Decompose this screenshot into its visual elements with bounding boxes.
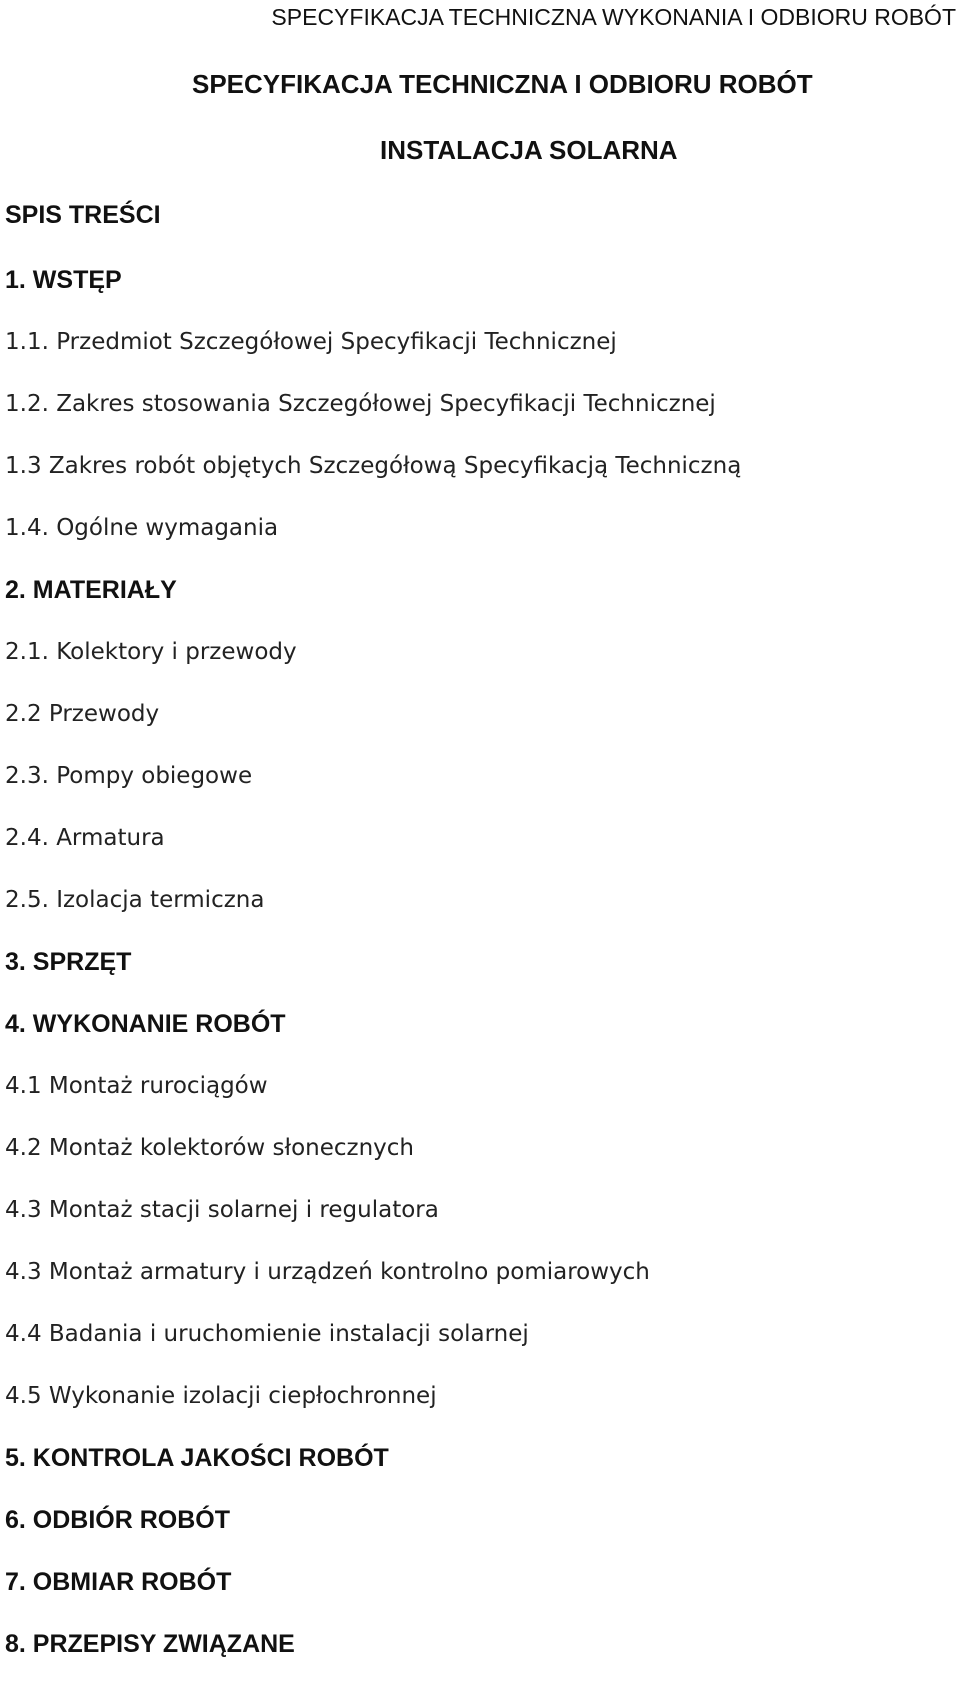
toc-section-entry: 8. PRZEPISY ZWIĄZANE <box>5 1630 295 1658</box>
toc-subsection-entry: 1.3 Zakres robót objętych Szczegółową Specyfikacją Techniczną <box>5 453 742 479</box>
toc-section-entry: 2. MATERIAŁY <box>5 576 177 604</box>
toc-subsection-entry: 4.1 Montaż rurociągów <box>5 1073 268 1099</box>
toc-section-entry: 3. SPRZĘT <box>5 948 132 976</box>
toc-subsection-entry: 2.5. Izolacja termiczna <box>5 887 265 913</box>
toc-subsection-entry: 1.1. Przedmiot Szczegółowej Specyfikacji Technicznej <box>5 329 617 355</box>
toc-section-entry: 5. KONTROLA JAKOŚCI ROBÓT <box>5 1444 389 1472</box>
toc-subsection-entry: 4.3 Montaż stacji solarnej i regulatora <box>5 1197 439 1223</box>
toc-section-entry: 6. ODBIÓR ROBÓT <box>5 1506 231 1534</box>
toc-subsection-entry: 4.4 Badania i uruchomienie instalacji solarnej <box>5 1321 529 1347</box>
toc-subsection-entry: 1.4. Ogólne wymagania <box>5 515 279 541</box>
document-title: SPECYFIKACJA TECHNICZNA I ODBIORU ROBÓT <box>192 69 813 99</box>
toc-section-entry: 7. OBMIAR ROBÓT <box>5 1568 232 1596</box>
toc-subsection-entry: 4.2 Montaż kolektorów słonecznych <box>5 1135 414 1161</box>
toc-subsection-entry: 2.4. Armatura <box>5 825 165 851</box>
running-header: SPECYFIKACJA TECHNICZNA WYKONANIA I ODBIORU ROBÓT <box>271 4 956 30</box>
toc-section-entry: 1. WSTĘP <box>5 266 122 294</box>
table-of-contents <box>5 265 741 1691</box>
toc-section-entry: 4. WYKONANIE ROBÓT <box>5 1010 286 1038</box>
toc-subsection-entry: 2.1. Kolektory i przewody <box>5 639 297 665</box>
toc-subsection-entry: 1.2. Zakres stosowania Szczegółowej Specyfikacji Technicznej <box>5 391 716 417</box>
toc-subsection-entry: 2.3. Pompy obiegowe <box>5 763 253 789</box>
document-subtitle: INSTALACJA SOLARNA <box>380 135 678 165</box>
toc-subsection-entry: 4.5 Wykonanie izolacji ciepłochronnej <box>5 1383 437 1409</box>
toc-heading: SPIS TREŚCI <box>5 201 161 229</box>
toc-subsection-entry: 2.2 Przewody <box>5 701 160 727</box>
toc-subsection-entry: 4.3 Montaż armatury i urządzeń kontrolno pomiarowych <box>5 1259 650 1285</box>
